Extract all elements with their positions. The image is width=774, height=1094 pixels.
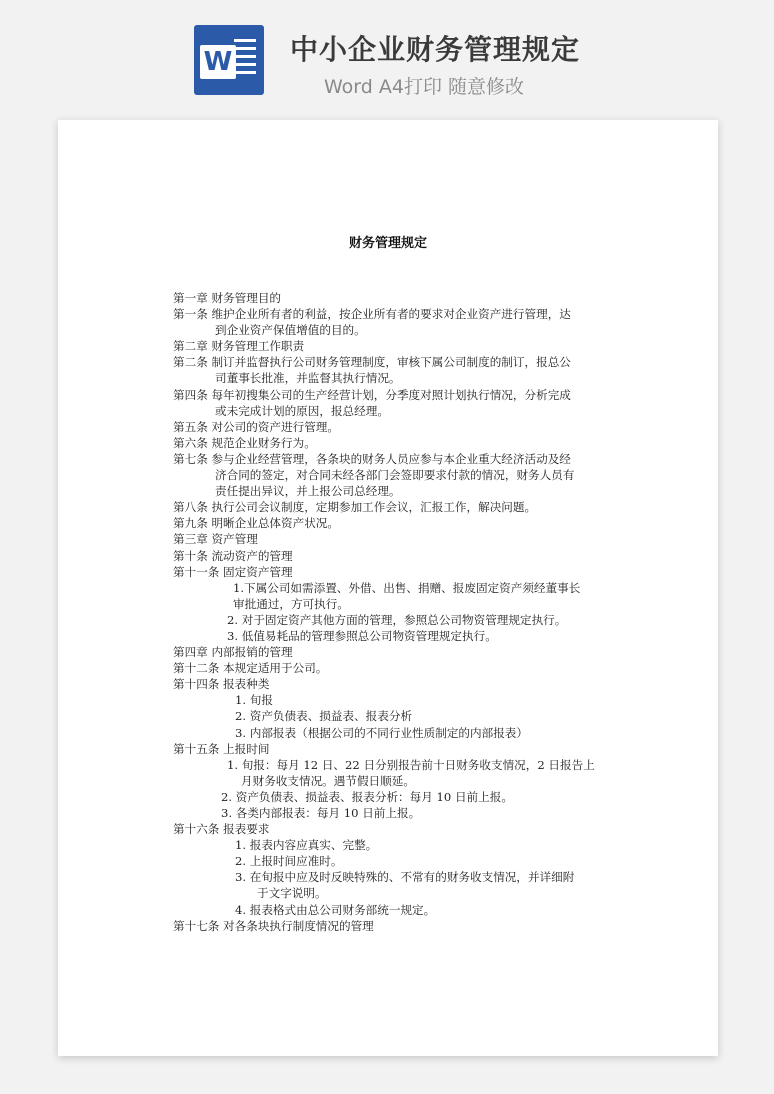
article-line: 第八条 执行公司会议制度，定期参加工作会议，汇报工作，解决问题。 — [173, 500, 537, 515]
article-line: 第七条 参与企业经营管理，各条块的财务人员应参与本企业重大经济活动及经 — [173, 451, 571, 466]
word-icon-letter: W — [200, 45, 236, 79]
article-line: 第十二条 本规定适用于公司。 — [173, 661, 328, 676]
article-continuation: 到企业资产保值增值的目的。 — [215, 323, 366, 338]
list-item: 3. 在旬报中应及时反映特殊的、不常有的财务收支情况，并详细附 — [235, 870, 575, 885]
list-item: 1. 报表内容应真实、完整。 — [235, 838, 378, 853]
document-title: 财务管理规定 — [348, 236, 427, 251]
document-body — [173, 290, 605, 934]
list-item: 2. 资产负债表、损益表、报表分析：每月 10 日前上报。 — [221, 789, 513, 804]
article-line: 第十条 流动资产的管理 — [173, 548, 293, 563]
chapter-heading: 第二章 财务管理工作职责 — [173, 339, 305, 354]
chapter-heading: 第四章 内部报销的管理 — [173, 645, 293, 660]
list-item: 3. 各类内部报表：每月 10 日前上报。 — [221, 806, 421, 820]
article-line: 第九条 明晰企业总体资产状况。 — [173, 516, 339, 531]
list-item: 2. 上报时间应准时。 — [235, 854, 343, 869]
document-page — [58, 120, 718, 1056]
list-item: 1.下属公司如需添置、外借、出售、捐赠、报废固定资产须经董事长 — [233, 580, 581, 595]
article-continuation: 司董事长批准，并监督其执行情况。 — [215, 371, 401, 386]
list-item-continuation: 月财务收支情况。遇节假日顺延。 — [241, 773, 415, 788]
list-item: 3. 低值易耗品的管理参照总公司物资管理规定执行。 — [227, 628, 497, 643]
list-item-continuation: 审批通过，方可执行。 — [233, 596, 349, 611]
word-icon — [194, 25, 264, 95]
article-line: 第二条 制订并监督执行公司财务管理制度，审核下属公司制度的制订，报总公 — [173, 355, 571, 370]
banner-title: 中小企业财务管理规定 — [290, 33, 581, 66]
article-line: 第十一条 固定资产管理 — [173, 564, 293, 579]
banner — [0, 0, 774, 110]
list-item: 1. 旬报：每月 12 日、22 日分别报告前十日财务收支情况，2 日报告上 — [227, 757, 595, 772]
article-continuation: 济合同的签定，对合同未经各部门会签即要求付款的情况，财务人员有 — [215, 468, 575, 483]
chapter-heading: 第三章 资产管理 — [173, 532, 258, 547]
article-line: 第五条 对公司的资产进行管理。 — [173, 419, 339, 434]
list-item: 2. 对于固定资产其他方面的管理，参照总公司物资管理规定执行。 — [227, 612, 567, 627]
list-item: 1. 旬报 — [235, 693, 273, 708]
banner-subtitle: Word A4打印 随意修改 — [324, 76, 525, 98]
word-icon-lines — [234, 39, 256, 79]
article-line: 第十六条 报表要求 — [173, 822, 270, 837]
list-item: 4. 报表格式由总公司财务部统一规定。 — [235, 902, 436, 917]
list-item: 3. 内部报表（根据公司的不同行业性质制定的内部报表） — [235, 725, 528, 740]
article-continuation: 或未完成计划的原因，报总经理。 — [215, 403, 389, 418]
article-line: 第十五条 上报时间 — [173, 741, 270, 756]
article-line: 第一条 维护企业所有者的利益，按企业所有者的要求对企业资产进行管理，达 — [173, 307, 571, 322]
article-line: 第十七条 对各条块执行制度情况的管理 — [173, 918, 374, 933]
list-item-continuation: 于文字说明。 — [257, 886, 327, 901]
article-continuation: 责任提出异议，并上报公司总经理。 — [215, 484, 401, 499]
article-line: 第十四条 报表种类 — [173, 677, 270, 692]
article-line: 第六条 规范企业财务行为。 — [173, 435, 316, 450]
article-line: 第四条 每年初搜集公司的生产经营计划，分季度对照计划执行情况，分析完成 — [173, 387, 571, 402]
list-item: 2. 资产负债表、损益表、报表分析 — [235, 709, 413, 724]
chapter-heading: 第一章 财务管理目的 — [173, 291, 282, 305]
